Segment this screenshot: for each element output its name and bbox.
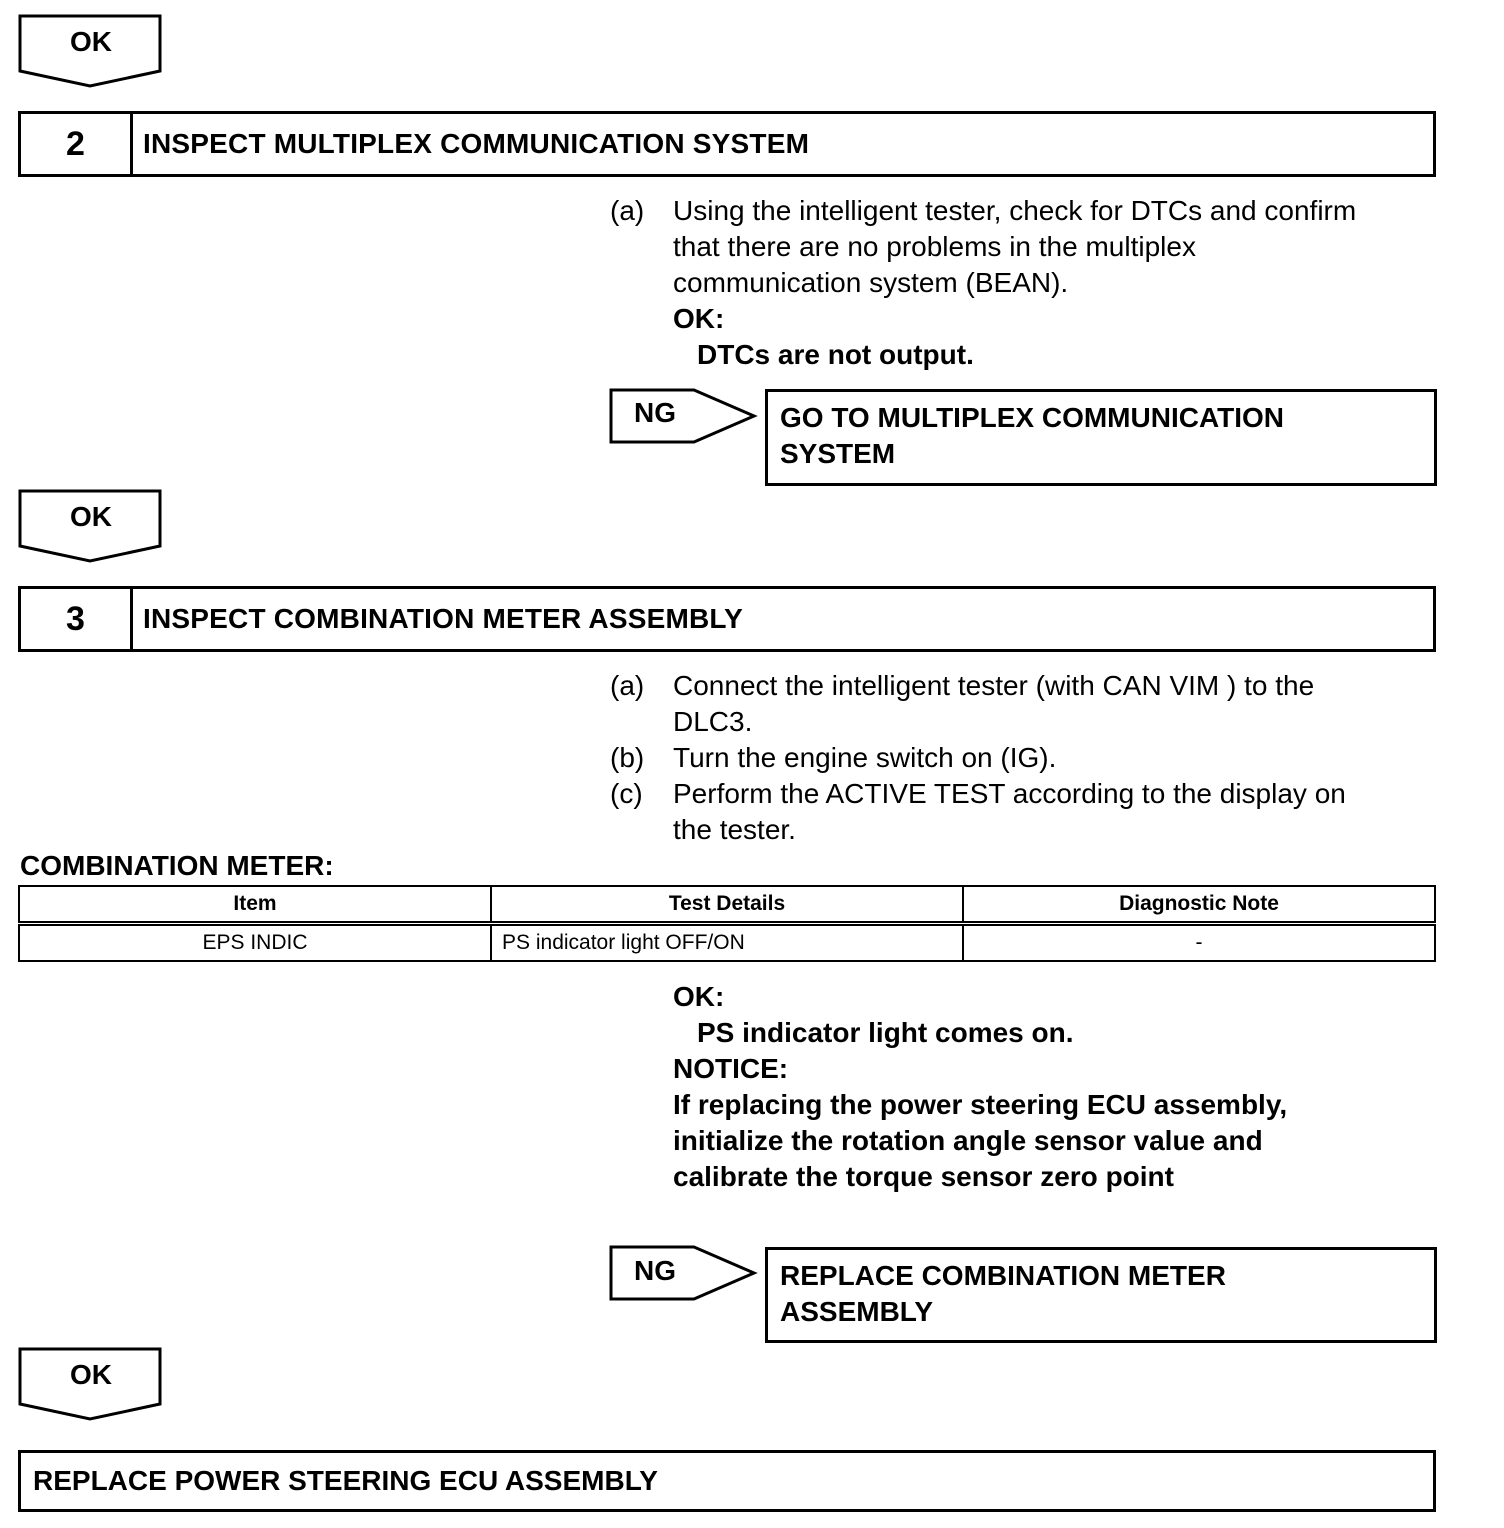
table-cell: PS indicator light OFF/ON — [491, 924, 963, 962]
ng-result-box: REPLACE COMBINATION METER ASSEMBLY — [765, 1247, 1437, 1343]
notice-text: If replacing the power steering ECU assembly, initialize the rotation angle sensor value and calibrate the torque sensor zero point — [673, 1089, 1288, 1192]
step-2-header — [18, 111, 1436, 177]
final-action-box: REPLACE POWER STEERING ECU ASSEMBLY — [18, 1450, 1436, 1512]
combination-meter-table — [18, 885, 1436, 962]
substep-text: Connect the intelligent tester (with CAN VIM ) to the DLC3. — [673, 670, 1315, 737]
ok-label: OK — [70, 1359, 112, 1390]
table-header-row — [19, 886, 1435, 924]
column-header: Diagnostic Note — [963, 886, 1435, 924]
step-title: INSPECT COMBINATION METER ASSEMBLY — [143, 603, 744, 634]
substep-letter: (c) — [610, 778, 643, 809]
ng-label: NG — [634, 1255, 676, 1286]
substep-letter: (a) — [610, 195, 645, 226]
step-3-header — [18, 586, 1436, 652]
ng-right-arrow-icon — [609, 1245, 759, 1303]
ng-right-arrow-icon — [609, 388, 759, 446]
table-cell: - — [963, 924, 1435, 962]
column-header: Item — [19, 886, 491, 924]
table-row — [19, 924, 1435, 962]
ng-label: NG — [634, 397, 676, 428]
substep-text: Perform the ACTIVE TEST according to the display on the tester. — [673, 778, 1346, 845]
table-caption: COMBINATION METER: — [20, 850, 334, 881]
ng-result-box: GO TO MULTIPLEX COMMUNICATION SYSTEM — [765, 389, 1437, 486]
substep-letter: (b) — [610, 742, 645, 773]
ok-label: OK — [70, 26, 112, 57]
substep-text: Turn the engine switch on (IG). — [673, 742, 1057, 773]
ok-criteria-label: OK: — [673, 303, 725, 334]
step-number: 3 — [21, 589, 133, 649]
step-number: 2 — [21, 114, 133, 174]
substep-letter: (a) — [610, 670, 645, 701]
table-cell: EPS INDIC — [19, 924, 491, 962]
ok-criteria-text: DTCs are not output. — [697, 339, 974, 370]
column-header: Test Details — [491, 886, 963, 924]
ok-criteria-text: PS indicator light comes on. — [697, 1017, 1074, 1048]
ok-criteria-label: OK: — [673, 981, 725, 1012]
step-title: INSPECT MULTIPLEX COMMUNICATION SYSTEM — [143, 128, 810, 159]
substep-text: Using the intelligent tester, check for DTCs and confirm that there are no problems in the multiplex communication system (BEAN). — [673, 195, 1357, 298]
ok-label: OK — [70, 501, 112, 532]
notice-label: NOTICE: — [673, 1053, 789, 1084]
